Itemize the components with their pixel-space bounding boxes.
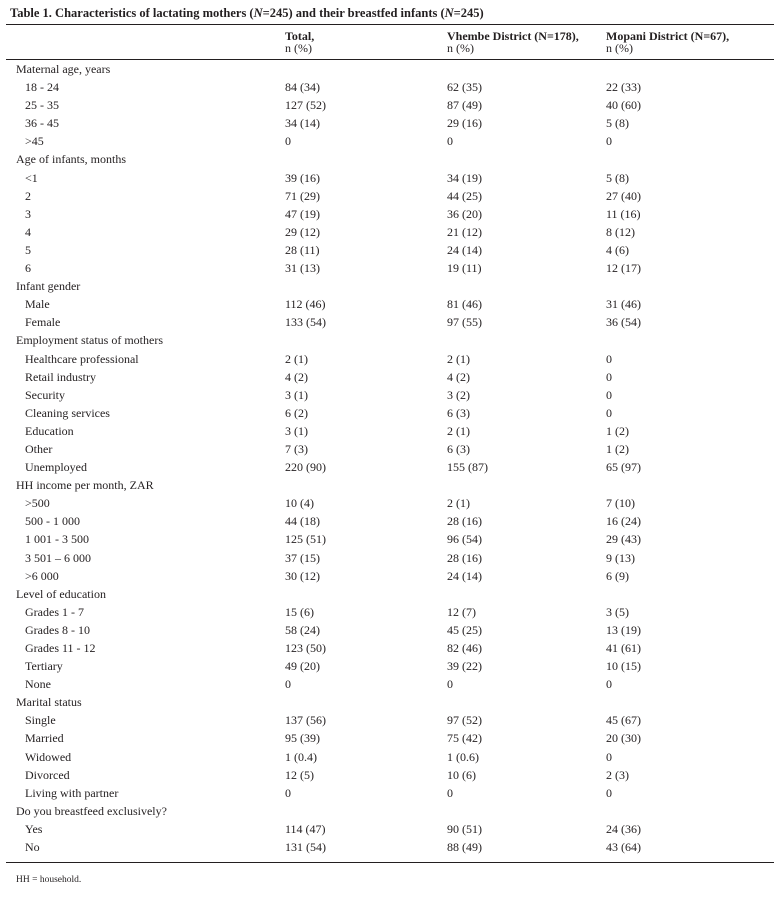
cell-mopani: 13 (19): [606, 622, 641, 637]
cell-vhembe: 3 (2): [447, 387, 470, 402]
cell-vhembe: 24 (14): [447, 568, 482, 583]
table-row: [6, 711, 774, 729]
table-row: [6, 657, 774, 675]
cell-total: 37 (15): [285, 550, 320, 565]
table-row: [6, 784, 774, 802]
table-row: [6, 259, 774, 277]
cell-total: 6 (2): [285, 405, 308, 420]
section-header-row: [6, 693, 774, 711]
row-label: Do you breastfeed exclusively?: [16, 803, 167, 818]
cell-mopani: 8 (12): [606, 224, 635, 239]
cell-total: 3 (1): [285, 423, 308, 438]
row-label: 500 - 1 000: [25, 514, 80, 529]
section-header-row: [6, 585, 774, 603]
row-label: Retail industry: [25, 369, 96, 384]
cell-vhembe: 10 (6): [447, 767, 476, 782]
table-row: [6, 494, 774, 512]
cell-mopani: 0: [606, 387, 612, 402]
cell-mopani: 16 (24): [606, 514, 641, 529]
cell-vhembe: 21 (12): [447, 224, 482, 239]
column-header-total: Total, n (%): [285, 29, 315, 55]
table-row: [6, 96, 774, 114]
cell-mopani: 0: [606, 749, 612, 764]
row-label: >6 000: [25, 568, 59, 583]
row-label: Widowed: [25, 749, 72, 764]
row-label: 6: [25, 261, 31, 276]
table-row: [6, 241, 774, 259]
cell-vhembe: 44 (25): [447, 188, 482, 203]
table-row: [6, 530, 774, 548]
cell-mopani: 12 (17): [606, 261, 641, 276]
cell-mopani: 3 (5): [606, 604, 629, 619]
cell-vhembe: 12 (7): [447, 604, 476, 619]
table-row: [6, 205, 774, 223]
row-label: Female: [25, 315, 61, 330]
cell-mopani: 45 (67): [606, 713, 641, 728]
cell-total: 220 (90): [285, 460, 326, 475]
row-label: >500: [25, 496, 50, 511]
table-bottom-rule: [6, 862, 774, 863]
cell-mopani: 43 (64): [606, 840, 641, 855]
row-label: Healthcare professional: [25, 351, 139, 366]
section-header-row: [6, 802, 774, 820]
cell-total: 0: [285, 677, 291, 692]
cell-vhembe: 2 (1): [447, 496, 470, 511]
cell-total: 125 (51): [285, 532, 326, 547]
row-label: 25 - 35: [25, 98, 59, 113]
cell-mopani: 7 (10): [606, 496, 635, 511]
cell-vhembe: 0: [447, 134, 453, 149]
cell-total: 12 (5): [285, 767, 314, 782]
table-row: [6, 621, 774, 639]
cell-total: 39 (16): [285, 170, 320, 185]
row-label: Tertiary: [25, 659, 63, 674]
cell-vhembe: 0: [447, 677, 453, 692]
cell-vhembe: 82 (46): [447, 641, 482, 655]
row-label: Education: [25, 423, 74, 438]
cell-mopani: 0: [606, 785, 612, 800]
table-row: [6, 187, 774, 205]
row-label: <1: [25, 170, 38, 185]
cell-vhembe: 24 (14): [447, 242, 482, 257]
table-footnote: HH = household.: [16, 875, 82, 886]
cell-total: 84 (34): [285, 80, 320, 95]
row-label: Security: [25, 387, 65, 402]
row-label: Grades 8 - 10: [25, 622, 90, 637]
row-label: Maternal age, years: [16, 62, 111, 76]
row-label: Married: [25, 731, 64, 746]
row-label: Age of infants, months: [16, 152, 126, 167]
cell-vhembe: 155 (87): [447, 460, 488, 475]
row-label: Marital status: [16, 695, 82, 710]
row-label: Yes: [25, 821, 43, 836]
cell-vhembe: 75 (42): [447, 731, 482, 746]
section-header-row: [6, 277, 774, 295]
column-header-vhembe: Vhembe District (N=178), n (%): [447, 29, 579, 55]
cell-total: 4 (2): [285, 369, 308, 384]
cell-total: 95 (39): [285, 731, 320, 746]
row-label: 36 - 45: [25, 116, 59, 131]
cell-mopani: 31 (46): [606, 297, 641, 312]
row-label: No: [25, 840, 40, 855]
cell-mopani: 5 (8): [606, 170, 629, 185]
table-row: [6, 603, 774, 621]
table-row: [6, 223, 774, 241]
cell-mopani: 1 (2): [606, 441, 629, 456]
table-row: [6, 422, 774, 440]
cell-vhembe: 6 (3): [447, 441, 470, 456]
row-label: Single: [25, 713, 56, 728]
table-row: [6, 368, 774, 386]
row-label: HH income per month, ZAR: [16, 478, 154, 493]
table-row: [6, 838, 774, 856]
table-page: [6, 4, 774, 885]
cell-total: 112 (46): [285, 297, 326, 312]
row-label: 18 - 24: [25, 80, 59, 95]
cell-vhembe: 28 (16): [447, 514, 482, 529]
cell-total: 2 (1): [285, 351, 308, 366]
table-row: [6, 567, 774, 585]
row-label: 3: [25, 206, 31, 221]
row-label: 3 501 – 6 000: [25, 550, 91, 565]
cell-total: 49 (20): [285, 659, 320, 674]
row-label: 5: [25, 242, 31, 257]
cell-vhembe: 6 (3): [447, 405, 470, 420]
cell-vhembe: 88 (49): [447, 840, 482, 855]
cell-total: 58 (24): [285, 622, 320, 637]
cell-mopani: 1 (2): [606, 423, 629, 438]
table-row: [6, 132, 774, 150]
cell-vhembe: 39 (22): [447, 659, 482, 674]
row-label: 4: [25, 224, 31, 239]
cell-mopani: 36 (54): [606, 315, 641, 330]
table-row: [6, 766, 774, 784]
cell-mopani: 0: [606, 351, 612, 366]
row-label: Grades 1 - 7: [25, 604, 84, 619]
cell-vhembe: 2 (1): [447, 423, 470, 438]
cell-mopani: 2 (3): [606, 767, 629, 782]
cell-mopani: 0: [606, 369, 612, 384]
table-row: [6, 169, 774, 187]
cell-total: 1 (0.4): [285, 749, 317, 764]
cell-total: 47 (19): [285, 206, 320, 221]
cell-vhembe: 62 (35): [447, 80, 482, 95]
table-row: [6, 440, 774, 458]
cell-total: 133 (54): [285, 315, 326, 330]
cell-total: 131 (54): [285, 840, 326, 855]
cell-vhembe: 28 (16): [447, 550, 482, 565]
cell-vhembe: 90 (51): [447, 821, 482, 836]
cell-vhembe: 97 (52): [447, 713, 482, 728]
cell-total: 127 (52): [285, 98, 326, 113]
row-label: Infant gender: [16, 279, 81, 294]
cell-total: 10 (4): [285, 496, 314, 511]
row-label: Grades 11 - 12: [25, 641, 96, 655]
cell-total: 137 (56): [285, 713, 326, 728]
cell-total: 29 (12): [285, 224, 320, 239]
row-label: Other: [25, 441, 53, 456]
cell-total: 71 (29): [285, 188, 320, 203]
cell-mopani: 65 (97): [606, 460, 641, 475]
section-header-row: [6, 331, 774, 349]
table-row: [6, 78, 774, 96]
table-caption: Table 1. Characteristics of lactating mothers (N=245) and their breastfed infants (N=245): [6, 4, 774, 25]
column-header-mopani: Mopani District (N=67), n (%): [606, 29, 730, 55]
table-row: [6, 820, 774, 838]
cell-mopani: 9 (13): [606, 550, 635, 565]
table-row: [6, 295, 774, 313]
row-label: 2: [25, 188, 31, 203]
cell-total: 0: [285, 785, 291, 800]
cell-total: 0: [285, 134, 291, 149]
cell-vhembe: 81 (46): [447, 297, 482, 312]
cell-mopani: 24 (36): [606, 821, 641, 836]
cell-total: 7 (3): [285, 441, 308, 456]
cell-vhembe: 96 (54): [447, 532, 482, 547]
cell-mopani: 0: [606, 134, 612, 149]
cell-vhembe: 29 (16): [447, 116, 482, 131]
cell-mopani: 40 (60): [606, 98, 641, 113]
section-header-row: [6, 476, 774, 494]
row-label: Cleaning services: [25, 405, 110, 420]
row-label: Level of education: [16, 586, 106, 601]
row-label: Employment status of mothers: [16, 333, 163, 348]
cell-total: 15 (6): [285, 604, 314, 619]
cell-vhembe: 0: [447, 785, 453, 800]
table-row: [6, 675, 774, 693]
row-label: None: [25, 677, 51, 692]
cell-vhembe: 45 (25): [447, 622, 482, 637]
cell-mopani: 41 (61): [606, 641, 641, 655]
section-header-row: [6, 150, 774, 168]
table-header: [6, 25, 774, 60]
cell-mopani: 4 (6): [606, 242, 629, 257]
table-row: [6, 729, 774, 747]
row-label: >45: [25, 134, 44, 149]
cell-vhembe: 2 (1): [447, 351, 470, 366]
cell-total: 3 (1): [285, 387, 308, 402]
table-body: [6, 60, 774, 856]
row-label: Unemployed: [25, 460, 87, 475]
cell-total: 31 (13): [285, 261, 320, 276]
table-row: [6, 313, 774, 331]
table-row: [6, 748, 774, 766]
table-row: [6, 114, 774, 132]
cell-mopani: 20 (30): [606, 731, 641, 746]
cell-mopani: 11 (16): [606, 206, 641, 221]
table-row: [6, 386, 774, 404]
table-row: [6, 404, 774, 422]
cell-vhembe: 1 (0.6): [447, 749, 479, 764]
cell-mopani: 27 (40): [606, 188, 641, 203]
cell-total: 44 (18): [285, 514, 320, 529]
cell-mopani: 0: [606, 677, 612, 692]
row-label: Male: [25, 297, 50, 312]
cell-vhembe: 36 (20): [447, 206, 482, 221]
cell-mopani: 6 (9): [606, 568, 629, 583]
cell-vhembe: 87 (49): [447, 98, 482, 113]
cell-total: 34 (14): [285, 116, 320, 131]
table-row: [6, 549, 774, 567]
cell-total: 123 (50): [285, 641, 326, 655]
cell-mopani: 22 (33): [606, 80, 641, 95]
row-label: 1 001 - 3 500: [25, 532, 89, 547]
cell-vhembe: 4 (2): [447, 369, 470, 384]
table-row: [6, 512, 774, 530]
cell-vhembe: 19 (11): [447, 261, 482, 276]
cell-total: 28 (11): [285, 242, 320, 257]
cell-total: 30 (12): [285, 568, 320, 583]
cell-vhembe: 34 (19): [447, 170, 482, 185]
table-row: [6, 639, 774, 657]
cell-vhembe: 97 (55): [447, 315, 482, 330]
cell-total: 114 (47): [285, 821, 326, 836]
cell-mopani: 29 (43): [606, 532, 641, 547]
cell-mopani: 0: [606, 405, 612, 420]
section-header-row: [6, 60, 774, 78]
row-label: Living with partner: [25, 785, 119, 800]
row-label: Divorced: [25, 767, 70, 782]
cell-mopani: 5 (8): [606, 116, 629, 131]
table-row: [6, 458, 774, 476]
table-row: [6, 350, 774, 368]
cell-mopani: 10 (15): [606, 659, 641, 674]
